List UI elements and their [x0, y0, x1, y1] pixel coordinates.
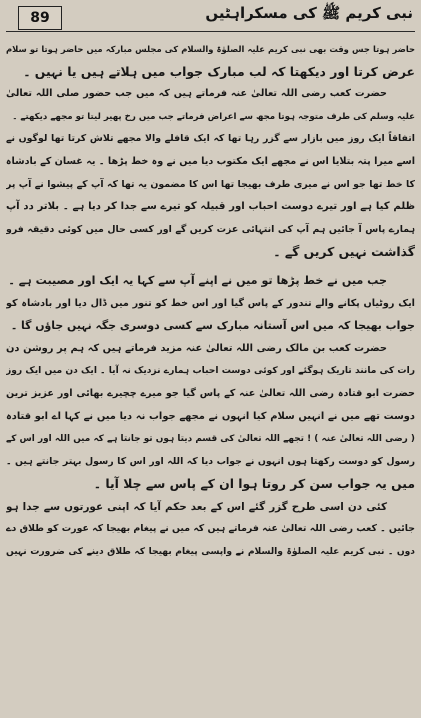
text-line-1: حاضر ہوتا جس وقت بھی نبی کریم علیہ الصلوٰۃ والسلام کی مجلس مبارکہ میں حاضر ہوتا تو سلام: [6, 44, 415, 54]
text-line-21: کئی دن اسی طرح گزر گئے اس کے بعد حکم آیا کہ اپنی عورتوں سے جدا ہو: [6, 500, 387, 513]
text-line-7: کا خط تھا جو اس نے میری طرف بھیجا تھا اس کا مضمون یہ تھا کہ آپ کے پیشوا نے آپ پر: [6, 178, 415, 190]
text-line-23: دوں ۔ نبی کریم علیہ الصلوٰۃ والسلام نے واپسی پیغام بھیجا کہ طلاق دینے کی ضرورت نہیں: [6, 547, 415, 558]
text-line-15: رات کی مانند تاریک ہوگئے اور کوئی دوست احباب ہمارے نزدیک نہ آیا ۔ ایک دن میں ایک روز: [6, 366, 415, 377]
text-line-11: جب میں نے خط پڑھا تو میں نے اپنے آپ سے کہا یہ ایک اور مصیبت ہے ۔: [8, 273, 387, 287]
body-text: [6, 38, 415, 564]
text-line-12: ایک روٹیاں پکانے والے تندور کے پاس گیا اور اس خط کو تنور میں ڈال دیا اور بادشاہ کو: [6, 297, 415, 309]
text-line-17: دوست تھے میں نے انہیں سلام کیا انہوں نے مجھے جواب نہ دیا میں نے کہا اے ابو قتادہ: [6, 410, 415, 422]
text-line-20: میں یہ جواب سن کر روتا ہوا ان کے پاس سے چلا آیا ۔: [93, 476, 415, 492]
text-line-10: گذاشت نہیں کریں گے ۔: [273, 244, 415, 260]
text-line-2: عرض کرتا اور دیکھتا کہ لب مبارک جواب میں ہلاتے ہیں یا نہیں ۔: [23, 63, 415, 79]
running-title: نبی کریم ﷺ کی مسکراہٹیں: [205, 4, 413, 22]
text-line-18: ( رضی اللہ تعالیٰ عنہ ) ! تجھے اللہ تعالیٰ کی قسم دیتا ہوں تو جانتا ہے کہ میں اللہ اور اس کے: [6, 434, 415, 445]
text-line-16: حضرت ابو قتادہ رضی اللہ تعالیٰ عنہ کے پاس گیا جو میرے چچیرے بھائی اور عزیز ترین: [6, 387, 415, 399]
text-line-14: حضرت کعب بن مالک رضی اللہ تعالیٰ عنہ مزید فرماتے ہیں کہ ہم پر روشن دن: [6, 342, 387, 354]
text-line-6: اسے میرا پتہ بتلایا اس نے مجھے ایک مکتوب دیا میں نے وہ خط پڑھا ۔ یہ غسان کے بادشاہ: [6, 155, 415, 167]
text-line-19: رسول کو دوست رکھتا ہوں انہوں نے جواب دیا کہ اللہ اور اس کا رسول بہتر جانتے ہیں ۔: [6, 455, 415, 467]
text-line-5: اتفاقاً ایک روز میں بازار سے گزر رہا تھا کہ ایک قافلے والا مجھے تلاش کرتا تھا لوگوں نے: [6, 133, 415, 145]
header-rule: [6, 31, 415, 32]
text-line-22: جائیں ۔ کعب رضی اللہ تعالیٰ عنہ فرماتے ہیں کہ میں نے پیغام بھیجا کہ عورت کو طلاق دے: [6, 523, 415, 535]
text-line-9: ہمارے پاس آ جائیں ہم آپ کی انتہائی عزت کریں گے اور کسی حال میں کوئی دقیقہ فرو: [6, 223, 415, 235]
text-line-8: ظلم کیا ہے اور تیرے دوست احباب اور قبیلہ کو تیرے سے جدا کر دیا ہے ۔ بلاتر دد آپ: [6, 201, 415, 213]
text-line-4: علیہ وسلم کی طرف متوجہ ہوتا مجھ سے اعراض فرماتے جب میں رخ پھیر لیتا تو مجھے دیکھتے ۔: [12, 111, 415, 122]
page-header: [0, 0, 421, 38]
text-line-3: حضرت کعب رضی اللہ تعالیٰ عنہ فرماتے ہیں کہ میں جب حضور صلی اللہ تعالیٰ: [6, 88, 387, 100]
page-number: 89: [18, 6, 62, 30]
text-line-13: جواب بھیجا کہ میں اس آستانہ مبارک سے کسی دوسری جگہ نہیں جاؤں گا ۔: [10, 319, 415, 333]
